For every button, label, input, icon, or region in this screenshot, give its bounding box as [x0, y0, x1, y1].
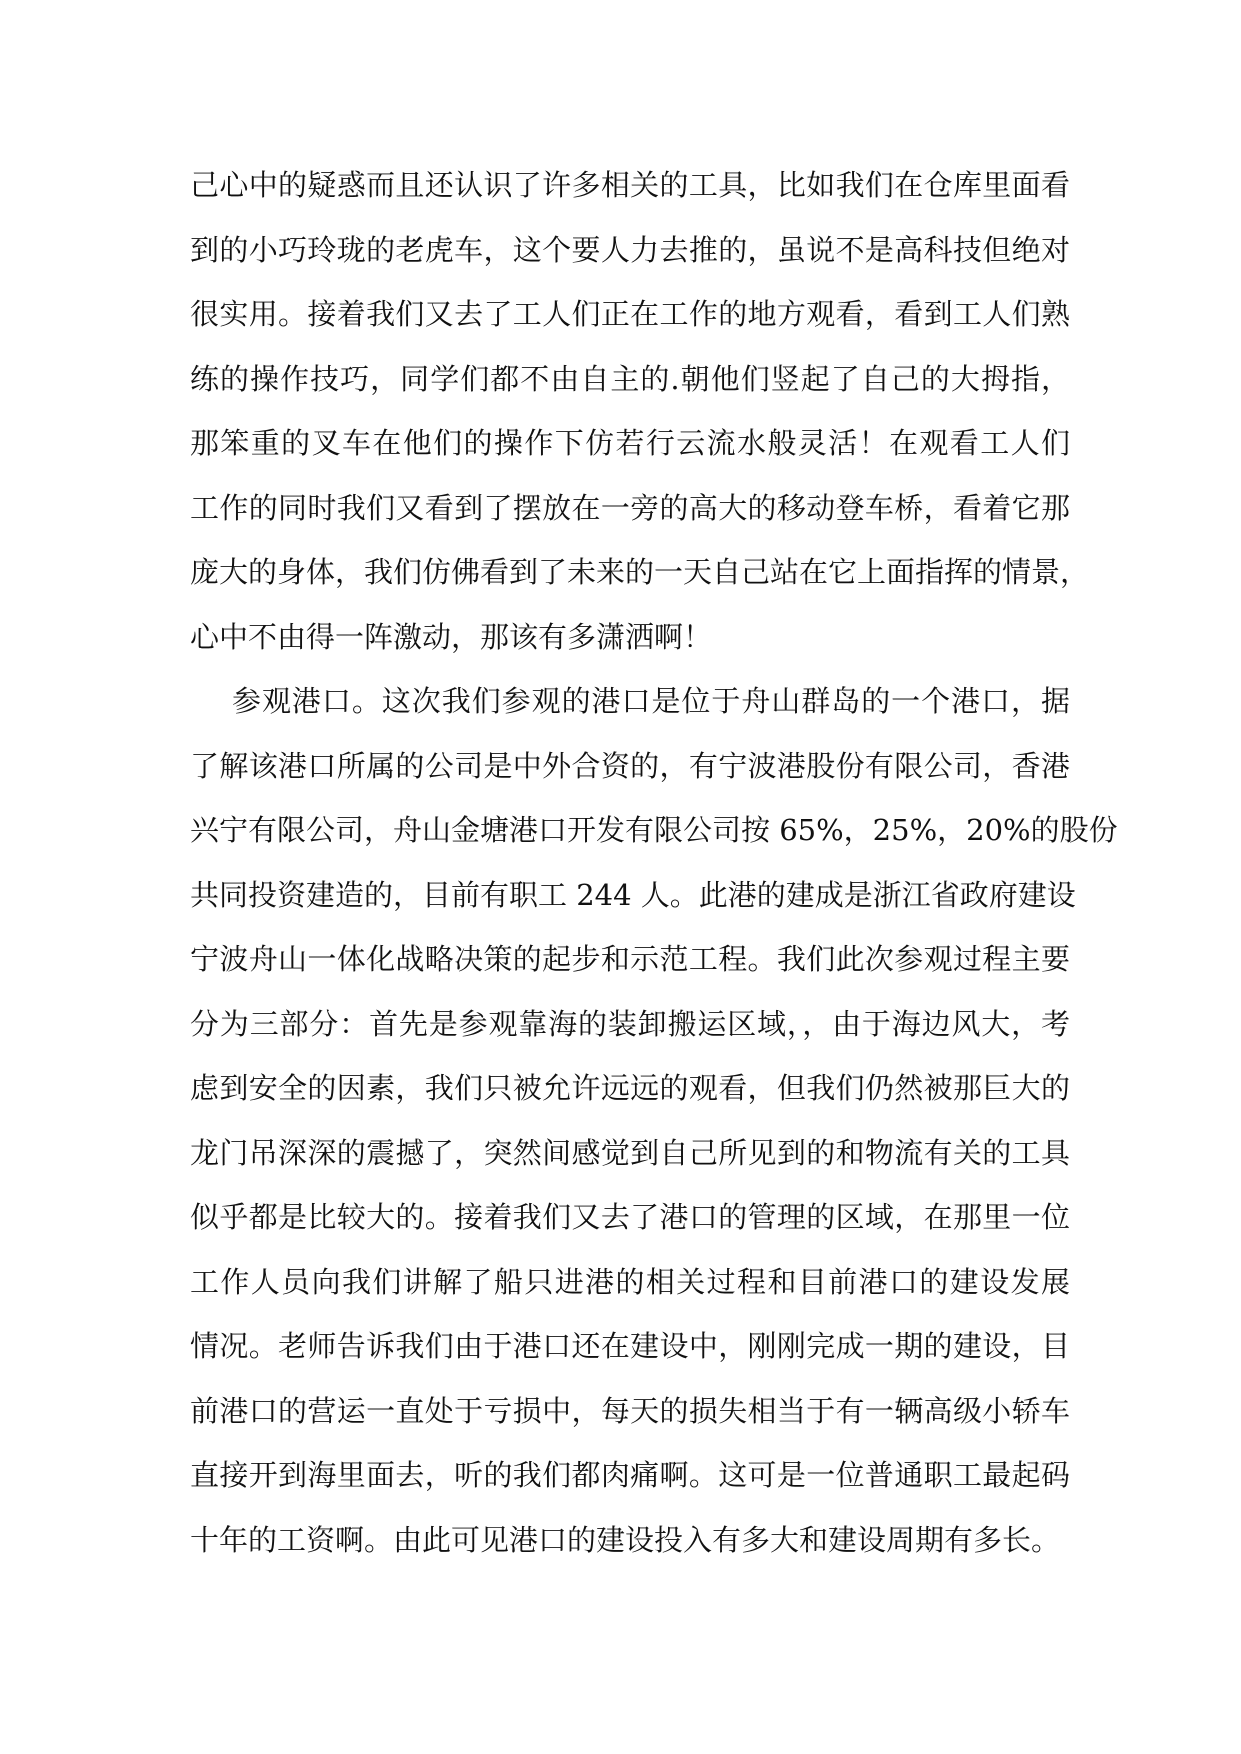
- text-line: 龙门吊深深的震撼了，突然间感觉到自己所见到的和物流有关的工具: [190, 1135, 1070, 1170]
- text-line: 工作的同时我们又看到了摆放在一旁的高大的移动登车桥，看着它那: [190, 490, 1070, 525]
- text-line: 十年的工资啊。由此可见港口的建设投入有多大和建设周期有多长。: [190, 1522, 1061, 1557]
- text-line: 兴宁有限公司，舟山金塘港口开发有限公司按 65%，25%，20%的股份: [190, 813, 1118, 847]
- text-line: 到的小巧玲珑的老虎车，这个要人力去推的，虽说不是高科技但绝对: [190, 232, 1070, 267]
- text-line: 似乎都是比较大的。接着我们又去了港口的管理的区域，在那里一位: [190, 1200, 1070, 1234]
- text-line: 共同投资建造的，目前有职工 244 人。此港的建成是浙江省政府建设: [190, 877, 1076, 912]
- text-line: 庞大的身体，我们仿佛看到了未来的一天自己站在它上面指挥的情景，: [190, 555, 1090, 589]
- paragraph-start-line: 参观港口。这次我们参观的港口是位于舟山群岛的一个港口，据: [232, 684, 1070, 718]
- text-line: 分为三部分：首先是参观靠海的装卸搬运区域，，由于海边风大，考: [190, 1006, 1070, 1041]
- text-line: 前港口的营运一直处于亏损中，每天的损失相当于有一辆高级小轿车: [190, 1393, 1070, 1428]
- text-line: 情况。老师告诉我们由于港口还在建设中，刚刚完成一期的建设，目: [190, 1329, 1070, 1363]
- text-line: 了解该港口所属的公司是中外合资的，有宁波港股份有限公司，香港: [190, 748, 1070, 783]
- text-line: 宁波舟山一体化战略决策的起步和示范工程。我们此次参观过程主要: [190, 942, 1070, 976]
- text-line: 己心中的疑惑而且还认识了许多相关的工具，比如我们在仓库里面看: [190, 168, 1070, 202]
- text-line: 很实用。接着我们又去了工人们正在工作的地方观看，看到工人们熟: [190, 297, 1070, 331]
- text-line: 虑到安全的因素，我们只被允许远远的观看，但我们仍然被那巨大的: [190, 1071, 1070, 1105]
- text-line: 工作人员向我们讲解了船只进港的相关过程和目前港口的建设发展: [190, 1264, 1070, 1299]
- text-line: 那笨重的叉车在他们的操作下仿若行云流水般灵活！在观看工人们: [190, 426, 1070, 460]
- body-text: [190, 153, 1118, 1572]
- text-line: 心中不由得一阵激动，那该有多潇洒啊！: [190, 619, 713, 654]
- text-line: 直接开到海里面去，听的我们都肉痛啊。这可是一位普通职工最起码: [190, 1458, 1070, 1492]
- text-line: 练的操作技巧，同学们都不由自主的.朝他们竖起了自己的大拇指，: [190, 361, 1070, 396]
